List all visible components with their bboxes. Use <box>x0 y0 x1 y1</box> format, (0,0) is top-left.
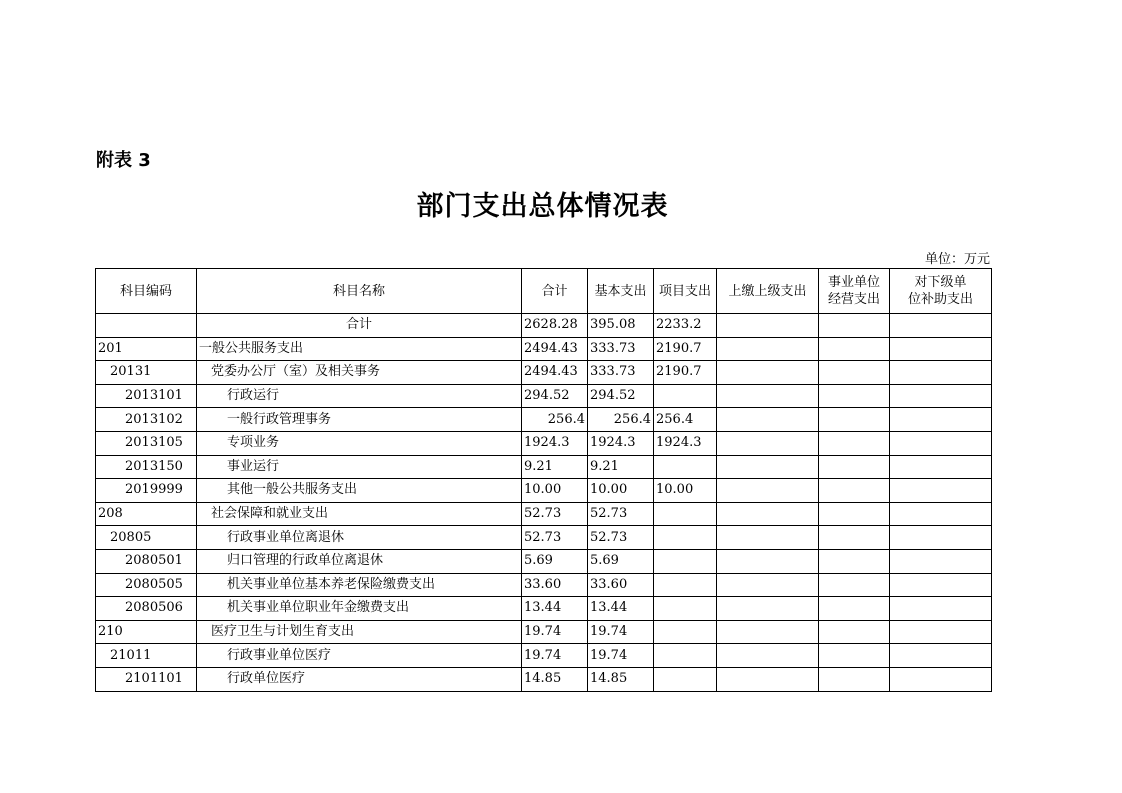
cell-business <box>819 337 890 361</box>
cell-basic: 294.52 <box>588 384 654 408</box>
cell-basic: 256.4 <box>588 408 654 432</box>
table-row <box>96 479 992 503</box>
cell-code: 2101101 <box>96 667 197 691</box>
cell-business <box>819 408 890 432</box>
cell-total: 10.00 <box>522 479 588 503</box>
cell-total: 5.69 <box>522 549 588 573</box>
header-project: 项目支出 <box>654 269 717 314</box>
cell-upper <box>717 337 819 361</box>
table-row <box>96 431 992 455</box>
cell-upper <box>717 455 819 479</box>
cell-subsidy <box>890 384 992 408</box>
cell-project <box>654 597 717 621</box>
table-row <box>96 526 992 550</box>
header-business-line1: 事业单位 <box>827 275 880 290</box>
cell-upper <box>717 597 819 621</box>
cell-basic: 52.73 <box>588 526 654 550</box>
cell-name: 机关事业单位基本养老保险缴费支出 <box>197 573 522 597</box>
cell-basic: 10.00 <box>588 479 654 503</box>
table-row <box>96 502 992 526</box>
cell-basic: 33.60 <box>588 573 654 597</box>
cell-upper <box>717 573 819 597</box>
table-row <box>96 597 992 621</box>
table-row <box>96 573 992 597</box>
cell-code: 2013102 <box>96 408 197 432</box>
cell-basic: 13.44 <box>588 597 654 621</box>
cell-business <box>819 526 890 550</box>
cell-total: 256.4 <box>522 408 588 432</box>
cell-business <box>819 314 890 338</box>
cell-upper <box>717 314 819 338</box>
header-subsidy <box>890 269 992 314</box>
cell-code: 2080501 <box>96 549 197 573</box>
table-row <box>96 361 992 385</box>
table-row <box>96 620 992 644</box>
cell-business <box>819 573 890 597</box>
cell-subsidy <box>890 644 992 668</box>
cell-upper <box>717 361 819 385</box>
header-subsidy-line1: 对下级单 <box>914 275 967 290</box>
cell-code: 21011 <box>96 644 197 668</box>
cell-project <box>654 573 717 597</box>
cell-total: 33.60 <box>522 573 588 597</box>
cell-name: 事业运行 <box>197 455 522 479</box>
cell-subsidy <box>890 314 992 338</box>
cell-upper <box>717 644 819 668</box>
cell-subsidy <box>890 597 992 621</box>
cell-code: 2080506 <box>96 597 197 621</box>
cell-code: 2013101 <box>96 384 197 408</box>
cell-total: 19.74 <box>522 620 588 644</box>
cell-subsidy <box>890 549 992 573</box>
cell-name: 社会保障和就业支出 <box>197 502 522 526</box>
cell-project: 2190.7 <box>654 361 717 385</box>
cell-total: 52.73 <box>522 502 588 526</box>
cell-business <box>819 384 890 408</box>
cell-upper <box>717 549 819 573</box>
cell-total: 52.73 <box>522 526 588 550</box>
cell-business <box>819 667 890 691</box>
cell-code: 208 <box>96 502 197 526</box>
cell-code: 20131 <box>96 361 197 385</box>
cell-basic: 14.85 <box>588 667 654 691</box>
cell-code: 2080505 <box>96 573 197 597</box>
cell-business <box>819 549 890 573</box>
cell-basic: 52.73 <box>588 502 654 526</box>
cell-project: 1924.3 <box>654 431 717 455</box>
cell-total: 13.44 <box>522 597 588 621</box>
cell-total: 2494.43 <box>522 337 588 361</box>
cell-project: 10.00 <box>654 479 717 503</box>
cell-total: 1924.3 <box>522 431 588 455</box>
table-row <box>96 644 992 668</box>
cell-business <box>819 644 890 668</box>
cell-total: 19.74 <box>522 644 588 668</box>
cell-code: 20805 <box>96 526 197 550</box>
cell-total: 9.21 <box>522 455 588 479</box>
cell-business <box>819 431 890 455</box>
table-row <box>96 455 992 479</box>
table-row <box>96 667 992 691</box>
cell-project <box>654 620 717 644</box>
cell-upper <box>717 620 819 644</box>
cell-subsidy <box>890 502 992 526</box>
cell-upper <box>717 431 819 455</box>
cell-basic: 395.08 <box>588 314 654 338</box>
cell-basic: 5.69 <box>588 549 654 573</box>
attachment-label: 附表 3 <box>96 150 151 171</box>
cell-project <box>654 526 717 550</box>
cell-total: 294.52 <box>522 384 588 408</box>
cell-basic: 19.74 <box>588 620 654 644</box>
cell-subsidy <box>890 361 992 385</box>
cell-name: 归口管理的行政单位离退休 <box>197 549 522 573</box>
cell-upper <box>717 502 819 526</box>
cell-project: 256.4 <box>654 408 717 432</box>
cell-upper <box>717 479 819 503</box>
header-subsidy-line2: 位补助支出 <box>907 292 973 307</box>
cell-project <box>654 502 717 526</box>
cell-project <box>654 455 717 479</box>
cell-project: 2233.2 <box>654 314 717 338</box>
cell-basic: 333.73 <box>588 337 654 361</box>
expense-table <box>95 268 992 692</box>
cell-subsidy <box>890 479 992 503</box>
table-header-row <box>96 269 992 314</box>
header-basic: 基本支出 <box>588 269 654 314</box>
header-code: 科目编码 <box>96 269 197 314</box>
cell-project <box>654 384 717 408</box>
cell-project: 2190.7 <box>654 337 717 361</box>
cell-name: 机关事业单位职业年金缴费支出 <box>197 597 522 621</box>
cell-basic: 333.73 <box>588 361 654 385</box>
cell-project <box>654 644 717 668</box>
cell-subsidy <box>890 408 992 432</box>
cell-name: 行政事业单位离退休 <box>197 526 522 550</box>
cell-name: 行政事业单位医疗 <box>197 644 522 668</box>
header-business <box>819 269 890 314</box>
table-row <box>96 314 992 338</box>
cell-code: 2013150 <box>96 455 197 479</box>
table-row <box>96 549 992 573</box>
cell-total: 14.85 <box>522 667 588 691</box>
cell-subsidy <box>890 620 992 644</box>
cell-business <box>819 502 890 526</box>
cell-code: 210 <box>96 620 197 644</box>
cell-code: 2013105 <box>96 431 197 455</box>
table-row <box>96 384 992 408</box>
cell-subsidy <box>890 337 992 361</box>
header-upper-level: 上缴上级支出 <box>717 269 819 314</box>
page-title: 部门支出总体情况表 <box>416 191 669 222</box>
cell-name: 专项业务 <box>197 431 522 455</box>
header-business-line2: 经营支出 <box>827 292 880 307</box>
cell-name: 医疗卫生与计划生育支出 <box>197 620 522 644</box>
cell-upper <box>717 384 819 408</box>
cell-name: 一般行政管理事务 <box>197 408 522 432</box>
cell-name: 行政单位医疗 <box>197 667 522 691</box>
cell-business <box>819 597 890 621</box>
cell-upper <box>717 526 819 550</box>
cell-subsidy <box>890 431 992 455</box>
cell-code <box>96 314 197 338</box>
cell-upper <box>717 408 819 432</box>
cell-business <box>819 620 890 644</box>
cell-subsidy <box>890 526 992 550</box>
cell-name: 行政运行 <box>197 384 522 408</box>
cell-subsidy <box>890 455 992 479</box>
unit-label: 单位：万元 <box>924 252 990 267</box>
cell-basic: 19.74 <box>588 644 654 668</box>
cell-subsidy <box>890 573 992 597</box>
cell-project <box>654 667 717 691</box>
cell-business <box>819 361 890 385</box>
cell-code: 201 <box>96 337 197 361</box>
cell-business <box>819 455 890 479</box>
header-total: 合计 <box>522 269 588 314</box>
cell-code: 2019999 <box>96 479 197 503</box>
cell-name: 党委办公厅（室）及相关事务 <box>197 361 522 385</box>
cell-basic: 9.21 <box>588 455 654 479</box>
cell-name: 其他一般公共服务支出 <box>197 479 522 503</box>
cell-upper <box>717 667 819 691</box>
cell-business <box>819 479 890 503</box>
cell-total: 2494.43 <box>522 361 588 385</box>
cell-subsidy <box>890 667 992 691</box>
cell-basic: 1924.3 <box>588 431 654 455</box>
table-row <box>96 408 992 432</box>
header-name: 科目名称 <box>197 269 522 314</box>
table-row <box>96 337 992 361</box>
cell-total: 2628.28 <box>522 314 588 338</box>
cell-name: 一般公共服务支出 <box>197 337 522 361</box>
cell-project <box>654 549 717 573</box>
cell-name: 合计 <box>197 314 522 338</box>
